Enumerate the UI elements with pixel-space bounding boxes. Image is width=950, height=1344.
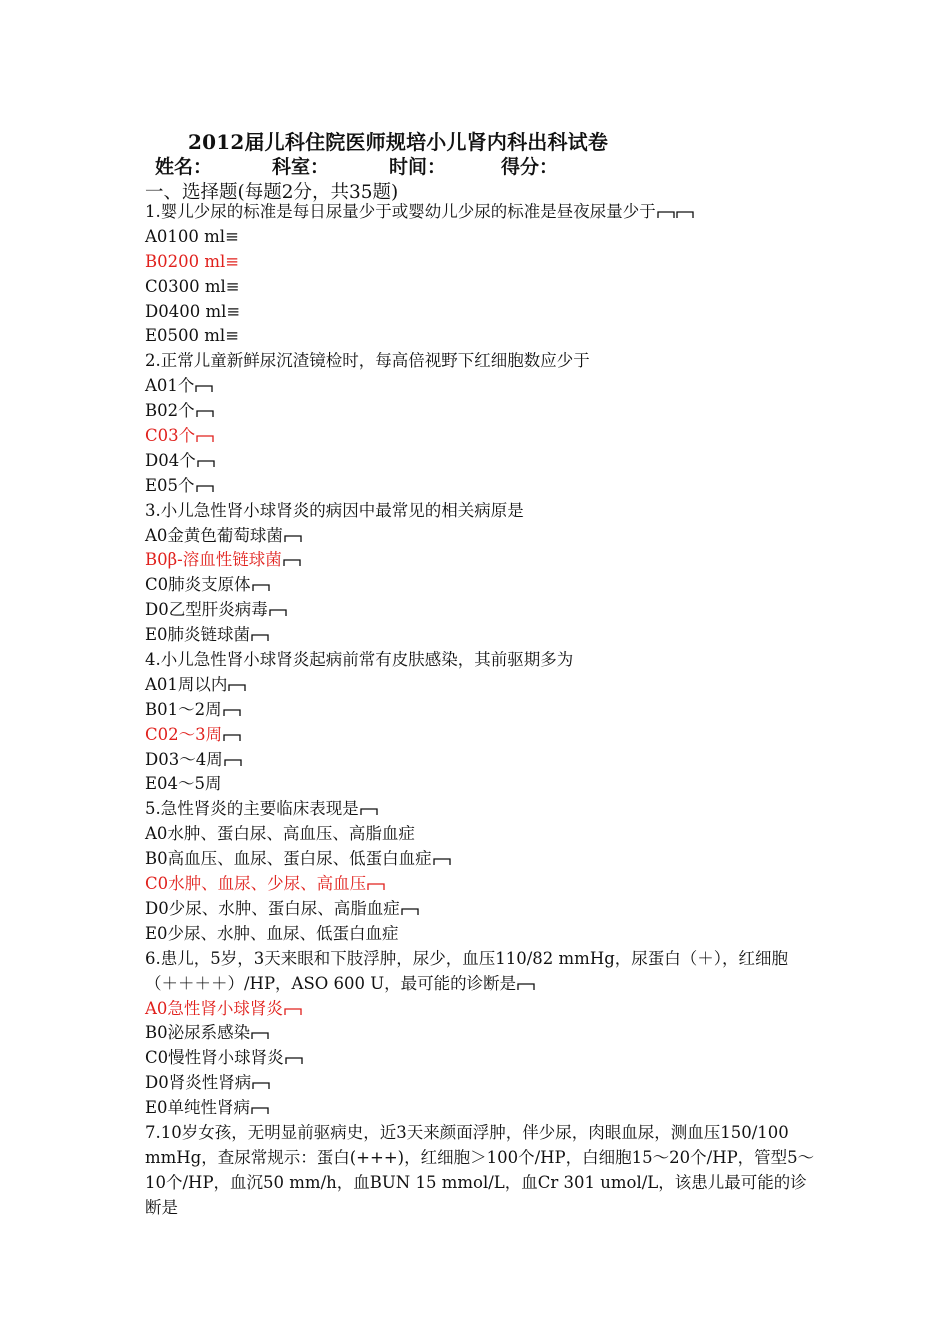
option: E0少尿、水肿、血尿、低蛋白血症	[145, 923, 399, 943]
option: C0肺炎支原体	[145, 573, 815, 598]
field-mark-icon	[224, 757, 242, 767]
option: E05个	[145, 474, 815, 499]
option: D0400 ml≡	[145, 301, 241, 321]
option: A01周以内	[145, 673, 815, 698]
equal-mark-icon: ≡	[225, 226, 239, 246]
question-stem: 3.小儿急性肾小球肾炎的病因中最常见的相关病原是	[145, 500, 524, 520]
name-label: 姓名：	[155, 156, 213, 178]
exam-title: 2012届儿科住院医师规培小儿肾内科出科试卷	[188, 130, 609, 154]
option: D0少尿、水肿、蛋白尿、高脂血症	[145, 897, 815, 922]
field-mark-icon	[196, 408, 214, 418]
field-mark-icon	[251, 1105, 269, 1115]
option: D03～4周	[145, 748, 815, 773]
field-mark-icon	[197, 458, 215, 468]
option-answer: C03个	[145, 424, 815, 449]
option: A01个	[145, 374, 815, 399]
option: C0慢性肾小球肾炎	[145, 1046, 815, 1071]
field-mark-icon	[284, 1006, 302, 1016]
option: D0肾炎性肾病	[145, 1071, 815, 1096]
field-mark-icon	[517, 981, 535, 991]
field-mark-icon	[223, 732, 241, 742]
field-mark-icon	[284, 533, 302, 543]
field-mark-icon	[657, 209, 675, 219]
question-stem: 5.急性肾炎的主要临床表现是	[145, 797, 815, 822]
field-mark-icon	[195, 383, 213, 393]
equal-mark-icon: ≡	[225, 276, 240, 296]
field-mark-icon	[285, 1055, 303, 1065]
option: B0泌尿系感染	[145, 1021, 815, 1046]
score-label: 得分：	[501, 156, 559, 178]
equal-mark-icon: ≡	[226, 301, 241, 321]
field-mark-icon	[251, 1030, 269, 1040]
equal-mark-icon: ≡	[225, 326, 240, 346]
option: D04个	[145, 449, 815, 474]
question-stem: 2.正常儿童新鲜尿沉渣镜检时，每高倍视野下红细胞数应少于	[145, 351, 590, 371]
option: E0肺炎链球菌	[145, 623, 815, 648]
field-mark-icon	[251, 632, 269, 642]
field-mark-icon	[228, 682, 246, 692]
option-answer: A0急性肾小球肾炎	[145, 997, 815, 1022]
equal-mark-icon: ≡	[225, 251, 240, 271]
field-mark-icon	[401, 906, 419, 916]
option: A0水肿、蛋白尿、高血压、高脂血症	[145, 824, 415, 844]
option: C0300 ml≡	[145, 276, 240, 296]
option: B0高血压、血尿、蛋白尿、低蛋白血症	[145, 847, 815, 872]
question-stem: 4.小儿急性肾小球肾炎起病前常有皮肤感染，其前驱期多为	[145, 650, 574, 670]
option: B02个	[145, 399, 815, 424]
option: E04～5周	[145, 774, 222, 794]
field-mark-icon	[252, 582, 270, 592]
question-list	[145, 200, 815, 1221]
option-answer: B0200 ml≡	[145, 251, 240, 271]
option-answer: C0水肿、血尿、少尿、高血压	[145, 872, 815, 897]
option-answer: C02～3周	[145, 723, 815, 748]
field-mark-icon	[433, 856, 451, 866]
field-mark-icon	[283, 557, 301, 567]
field-mark-icon	[676, 209, 694, 219]
field-mark-icon	[367, 881, 385, 891]
option: A0100 ml≡	[145, 226, 239, 246]
field-mark-icon	[360, 806, 378, 816]
option: B01～2周	[145, 698, 815, 723]
question-stem: 7.10岁女孩，无明显前驱病史，近3天来颜面浮肿，伴少尿，肉眼血尿，测血压150/100 mmHg，查尿常规示：蛋白(+++)，红细胞＞100个/HP，白细胞15～20个/HP，管型5～10个/HP，血沉50 mm/h，血BUN 15 mmol/L，血Cr 301 umol/L，该患儿最可能的诊断是	[145, 1122, 815, 1217]
option: D0乙型肝炎病毒	[145, 598, 815, 623]
field-mark-icon	[252, 1080, 270, 1090]
option: E0单纯性肾病	[145, 1096, 815, 1121]
option: A0金黄色葡萄球菌	[145, 524, 815, 549]
field-mark-icon	[223, 707, 241, 717]
field-mark-icon	[196, 483, 214, 493]
option-answer: B0β-溶血性链球菌	[145, 548, 815, 573]
dept-label: 科室：	[272, 156, 330, 178]
question-stem: 1.婴儿少尿的标准是每日尿量少于或婴幼儿少尿的标准是昼夜尿量少于	[145, 200, 815, 225]
time-label: 时间：	[389, 156, 447, 178]
option: E0500 ml≡	[145, 326, 240, 346]
question-stem: 6.患儿，5岁，3天来眼和下肢浮肿，尿少，血压110/82 mmHg，尿蛋白（＋），红细胞（＋＋＋＋）/HP，ASO 600 U，最可能的诊断是	[145, 948, 789, 993]
section-title: 一、选择题(每题2分，共35题)	[145, 182, 399, 203]
field-mark-icon	[196, 433, 214, 443]
field-mark-icon	[269, 607, 287, 617]
